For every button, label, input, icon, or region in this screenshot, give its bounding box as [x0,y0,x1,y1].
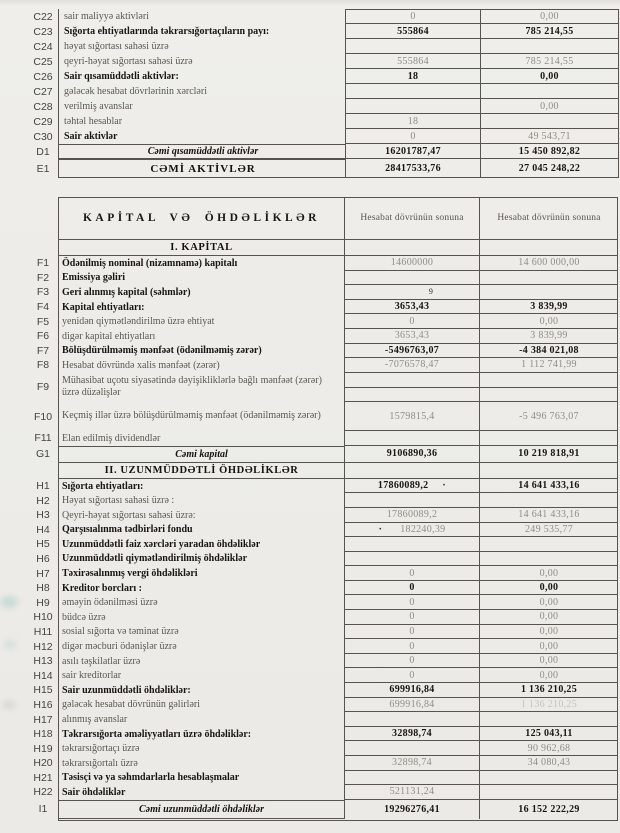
row-value: 90 962,68 [480,741,618,756]
column-header-current: Hesabat dövrünün sonuna [345,197,480,240]
table-row [28,581,618,596]
column-header-previous: Hesabat dövrünün sonuna [480,197,618,240]
row-code: C23 [28,24,59,39]
row-code: F6 [36,330,50,343]
row-code: E1 [28,159,59,178]
table-row [28,344,618,359]
row-label: Qeyri-həyat sığortası sahəsi üzrə: [58,508,345,523]
table-row [28,39,618,54]
row-value: 0,00 [480,625,618,640]
row-value: 0,00 [480,595,618,610]
row-value: -5496763,07 [345,344,480,359]
row-label: Qarşısıalınma tədbirləri fondu [58,523,345,538]
row-value: 17860089,2 [345,508,480,523]
row-value: 0,00 [480,610,618,625]
row-value: 0 [345,595,480,610]
table-row [28,99,618,114]
row-code: H9 [36,596,50,609]
row-code: C27 [28,84,59,99]
row-label: Geri alınmış kapital (səhmlər) [58,285,345,300]
row-value: 15 450 892,82 [481,144,619,159]
row-code: H11 [33,625,53,638]
row-value: 1 136 210,25 [480,698,618,713]
row-value [480,240,618,256]
row-value [345,712,480,727]
row-value [345,741,480,756]
row-value: 125 043,11 [480,727,618,742]
section-title: I. KAPİTAL [58,240,345,256]
row-code: H15 [33,684,53,697]
section-title: II. UZUNMÜDDƏTLİ ÖHDƏLİKLƏR [58,463,345,479]
row-value [480,271,618,286]
row-value: 699916,84 [345,698,480,713]
row-code [28,197,58,240]
row-value: 0,00 [480,314,618,329]
row-code: H10 [33,611,53,624]
row-code: C26 [28,69,59,84]
row-code: F8 [36,359,50,372]
row-code: H14 [33,669,53,682]
section-header-row [28,240,618,256]
row-value: 0,00 [481,69,619,84]
row-code: F11 [34,432,52,445]
table-row [28,256,618,271]
row-value [480,785,618,800]
row-value: 49 543,71 [481,129,619,144]
table-row [28,69,618,84]
row-value: 32898,74 [345,727,480,742]
row-value [480,712,618,727]
row-label: digər kapital ehtiyatları [58,329,345,344]
table-row [28,329,618,344]
assets-table-fragment [28,9,618,178]
row-value [345,537,480,552]
table-row [28,84,618,99]
table-row [28,668,618,683]
row-value: 3 839,99 [480,329,618,344]
table-row [28,285,618,300]
row-code: H21 [33,771,53,784]
row-value [480,552,618,567]
row-value [345,431,480,446]
row-value: 521131,24 [345,785,480,800]
row-value: 0,00 [480,566,618,581]
stray-dot-mark: · [442,480,447,492]
table-rows [28,240,618,819]
row-value [480,463,618,479]
row-value [480,537,618,552]
row-label: Hesabat dövründə xalis mənfəət (zərər) [58,358,345,373]
table-row [28,314,618,329]
row-value: 32898,74 [345,756,480,771]
row-code: H12 [33,640,53,653]
row-value [480,771,618,786]
row-label: Ödənilmiş nominal (nizamnamə) kapitalı [58,256,345,271]
row-code: D1 [28,144,59,159]
row-value [481,84,619,99]
row-label: sosial sığorta və təminat üzrə [58,625,345,640]
row-code: H6 [36,552,50,565]
row-label: alınmış avanslar [58,712,345,727]
row-label: CƏMİ AKTİVLƏR [59,159,346,178]
table-row [28,566,618,581]
row-value [480,373,618,402]
row-value: 0 [345,610,480,625]
row-value: 1579815,4 [345,402,480,431]
row-value [345,240,480,256]
row-label: qeyri-həyat sığortası sahəsi üzrə [59,54,346,69]
table-row [28,508,618,523]
row-value: 18 [346,114,481,129]
row-label: Emissiya gəliri [58,271,345,286]
scan-edge-shade [0,0,620,6]
table-row [28,129,618,144]
row-label: həyat sığortası sahəsi üzrə [59,39,346,54]
row-value [345,373,480,402]
table-title: KAPİTAL VƏ ÖHDƏLİKLƏR [58,197,345,240]
row-label: digər məcburi ödənişlər üzrə [58,639,345,654]
row-value: 34 080,43 [480,756,618,771]
row-label: Elan edilmiş dividendlər [58,431,345,446]
row-value: 0,00 [480,668,618,683]
row-value: 17860089,2 · [345,479,480,494]
table-row [28,54,618,69]
row-code: F7 [36,344,50,357]
row-value: 0 [345,668,480,683]
section-header-row [28,463,618,479]
row-label: Cəmi kapital [58,446,345,463]
table-row [28,114,618,129]
table-row [28,712,618,727]
row-value: 555864 [346,24,481,39]
row-value: 14600000 [345,256,480,271]
row-value: 0 [346,129,481,144]
row-code: H19 [33,742,53,755]
table-row [28,493,618,508]
row-value: · 182240,39 [345,523,480,538]
row-label: əməyin ödənilməsi üzrə [58,595,345,610]
table-row [28,654,618,669]
row-label: Keçmiş illər üzrə bölüşdürülməmiş mənfəət (ödənilməmiş zərər) [58,402,345,431]
row-value [346,84,481,99]
row-code [28,463,58,479]
table-row [28,595,618,610]
table-row [28,683,618,698]
table-row [28,727,618,742]
table-row [28,271,618,286]
row-label: asılı təşkilatlar üzrə [58,654,345,669]
row-code: C30 [28,129,59,144]
row-value: 10 219 818,91 [480,446,618,463]
row-value: 14 641 433,16 [480,508,618,523]
row-label: Sair uzunmüddətli öhdəliklər: [58,683,345,698]
row-label: Təsisçi və ya səhmdarlarla hesablaşmalar [58,771,345,786]
row-label: büdcə üzrə [58,610,345,625]
table-row [28,741,618,756]
row-value: 9 [345,285,480,300]
total-row [28,159,618,178]
table-row [28,537,618,552]
row-value: 1 112 741,99 [480,358,618,373]
row-value: 16201787,47 [346,144,481,159]
row-code: C28 [28,99,59,114]
scan-smudge [0,596,18,608]
row-label: təkrarsığortaçı üzrə [58,741,345,756]
table-row [28,479,618,494]
row-label: verilmiş avanslar [59,99,346,114]
row-label: Bölüşdürülməmiş mənfəət (ödənilməmiş zərər) [58,344,345,359]
table-row [28,431,618,446]
row-value [481,39,619,54]
row-code: F3 [36,286,50,299]
row-code: F4 [36,301,50,314]
row-value: 0 [345,639,480,654]
table-row [28,785,618,800]
capital-liabilities-table [28,197,618,819]
table-row [28,373,618,402]
row-value: -7076578,47 [345,358,480,373]
table-row [28,625,618,640]
row-value [481,114,619,129]
row-value: 785 214,55 [481,54,619,69]
row-value [480,285,618,300]
row-value: 785 214,55 [481,24,619,39]
row-label: gələcək hesabat dövrünün gəlirləri [58,698,345,713]
table-row [28,24,618,39]
row-value: 0 [345,566,480,581]
cell-divider [345,387,479,388]
table-row [28,402,618,431]
row-value: 0,00 [481,9,619,24]
table-row [28,756,618,771]
row-value: 27 045 248,22 [481,159,619,178]
row-label: Cəmi qısamüddətli aktivlər [59,144,346,159]
row-value [345,271,480,286]
row-label: Sığorta ehtiyatlarında təkrarsığortaçıların payı: [59,24,346,39]
row-label: təkrarsığortalı üzrə [58,756,345,771]
row-label: Həyat sığortası sahəsi üzrə : [58,493,345,508]
row-value [346,99,481,114]
row-label: Təxirəsalınmış vergi öhdəlikləri [58,566,345,581]
row-code: C29 [28,114,59,129]
row-code: H5 [36,538,50,551]
scan-smudge [4,640,16,649]
table-row [28,300,618,315]
row-label: sair kreditorlar [58,668,345,683]
row-code: H1 [36,480,50,493]
row-value: 14 641 433,16 [480,479,618,494]
table-row [28,771,618,786]
row-value: 0 [345,625,480,640]
table-row [28,639,618,654]
row-code: F9 [36,381,50,394]
row-value [480,431,618,446]
row-code [28,240,58,256]
total-row [28,144,618,159]
table-row [28,9,618,24]
row-code: H8 [36,582,50,595]
row-code: F2 [36,271,50,284]
table-row [28,610,618,625]
row-value: 0,00 [480,639,618,654]
row-value [345,463,480,479]
row-value: 16 152 222,29 [518,803,580,815]
row-value [345,493,480,508]
row-label: yenidən qiymətləndirilmə üzrə ehtiyat [58,314,345,329]
row-value: 555864 [346,54,481,69]
row-label: Sair öhdəliklər [58,785,345,800]
row-value [345,771,480,786]
row-code: H18 [33,728,53,741]
table-row [28,523,618,538]
total-row [28,800,618,819]
row-value: 3653,43 [345,329,480,344]
table-row [28,552,618,567]
row-value: 0 [345,654,480,669]
row-code: C24 [28,39,59,54]
row-value: 18 [346,69,481,84]
row-label: Uzunmüddətli qiymətləndirilmiş öhdəliklər [58,552,345,567]
stray-dot-mark: · [378,523,383,535]
row-value [346,39,481,54]
row-value: 0 [345,314,480,329]
row-value: 3 839,99 [480,300,618,315]
row-code: H13 [33,655,53,668]
row-code: H4 [36,523,50,536]
row-label: gələcək hesabat dövrlərinin xərcləri [59,84,346,99]
table-row [28,358,618,373]
row-value: 14 600 000,00 [480,256,618,271]
row-code: H16 [33,698,53,711]
row-value: 0,00 [480,654,618,669]
row-value: 249 535,77 [480,523,618,538]
row-value: 3653,43 [345,300,480,315]
table-row [28,698,618,713]
row-code: F10 [33,410,53,423]
row-code: I1 [38,803,48,816]
row-label: təhtəl hesablar [59,114,346,129]
row-code: G1 [35,448,50,461]
row-label: Mühasibat uçotu siyasətində dəyişikliklərlə bağlı mənfəət (zərər) üzrə düzəlişlər [58,373,345,402]
row-value: 28417533,76 [346,159,481,178]
row-value: 1 136 210,25 [480,683,618,698]
row-code: F5 [36,315,50,328]
row-label: Sair aktivlər [59,129,346,144]
row-label: Cəmi uzunmüddətli öhdəliklər [58,800,345,819]
row-label: Sığorta ehtiyatları: [58,479,345,494]
row-label: sair maliyyə aktivləri [59,9,346,24]
cell-divider [480,387,618,388]
row-value: 0 [346,9,481,24]
row-label: Uzunmüddətli faiz xərcləri yaradan öhdəliklər [58,537,345,552]
row-code: C25 [28,54,59,69]
table-header-row [28,197,618,240]
row-code: H22 [33,786,53,799]
row-code: H7 [36,567,50,580]
row-value: 699916,84 [345,683,480,698]
row-code: H20 [33,757,53,770]
row-label: Kreditor borcları : [58,581,345,596]
row-code: H2 [36,494,50,507]
scan-smudge [2,700,16,710]
row-value [480,493,618,508]
row-value: 9106890,36 [345,446,480,463]
row-code: H3 [36,509,50,522]
row-code: F1 [36,257,50,270]
row-value: -5 496 763,07 [480,402,618,431]
row-value [345,552,480,567]
row-value: 0,00 [480,581,618,596]
row-label: Kapital ehtiyatları: [58,300,345,315]
row-label: Sair qısamüddətli aktivlər: [59,69,346,84]
row-value: -4 384 021,08 [480,344,618,359]
total-row [28,446,618,463]
row-code: H17 [33,713,53,726]
row-label: Təkrarsığorta əməliyyatları üzrə öhdəliklər: [58,727,345,742]
row-value: 0 [345,581,480,596]
row-value: 0,00 [481,99,619,114]
row-value: 19296276,41 [345,800,480,819]
row-code: C22 [28,9,59,24]
